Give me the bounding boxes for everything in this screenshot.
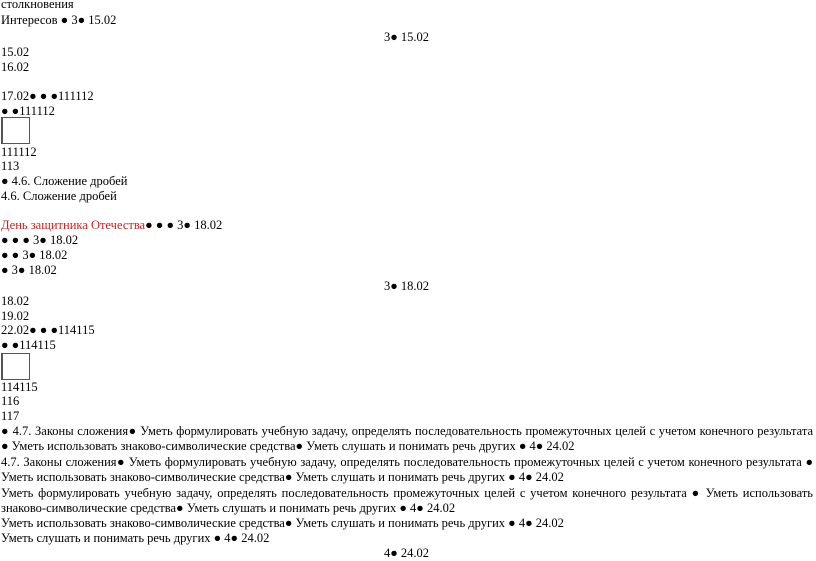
text-line: 22.02● ● ●114115 bbox=[1, 323, 95, 337]
text-line: ● 3● 18.02 bbox=[1, 263, 57, 277]
text-line: 113 bbox=[1, 159, 20, 173]
text-line: 111112 bbox=[1, 145, 37, 159]
text-line: Уметь слушать и понимать речь других ● 4● 24.02 bbox=[1, 531, 270, 545]
text-line: 16.02 bbox=[1, 60, 30, 74]
text-line: 4.6. Сложение дробей bbox=[1, 189, 117, 203]
empty-box bbox=[1, 117, 30, 144]
text-line: Интересов ● 3● 15.02 bbox=[1, 13, 117, 27]
text-line: 17.02● ● ●111112 bbox=[1, 89, 94, 103]
text-line: 114115 bbox=[1, 380, 38, 394]
text-line: ● 4.6. Сложение дробей bbox=[1, 174, 128, 188]
holiday-line-rest: ● ● ● 3● 18.02 bbox=[145, 218, 223, 232]
centered-text-line: 4● 24.02 bbox=[384, 546, 430, 560]
text-line: Уметь использовать знаково-символические средства● Уметь слушать и понимать речь других ● 4● 24.02 bbox=[1, 516, 564, 530]
text-line: ● ●111112 bbox=[1, 104, 55, 118]
text-line: столкновения bbox=[1, 0, 74, 11]
text-line: ● ● ● 3● 18.02 bbox=[1, 233, 79, 247]
text-line: 116 bbox=[1, 394, 20, 408]
text-line: 18.02 bbox=[1, 294, 30, 308]
paragraph: ● 4.7. Законы сложения● Уметь формулировать учебную задачу, определять последовательность промежуточных целей с учетом конечного результата ● Уметь использовать знаково-символические средства● Уметь слушать и понимать речь других ● 4● 24.02 bbox=[1, 424, 813, 454]
text-line: ● ●114115 bbox=[1, 338, 56, 352]
text-line: ● ● 3● 18.02 bbox=[1, 248, 68, 262]
empty-box bbox=[1, 353, 30, 380]
text-line: 117 bbox=[1, 409, 20, 423]
text-line: 19.02 bbox=[1, 309, 30, 323]
centered-text-line: 3● 18.02 bbox=[384, 279, 430, 293]
holiday-title: День защитника Отечества bbox=[1, 218, 146, 232]
text-line: 15.02 bbox=[1, 45, 30, 59]
holiday-line bbox=[1, 218, 222, 233]
paragraph: 4.7. Законы сложения● Уметь формулировать учебную задачу, определять последовательность промежуточных целей с учетом конечного результата ● Уметь использовать знаково-символические средства● Уметь слушать и понимать речь других ● 4● 24.02 bbox=[1, 455, 813, 485]
paragraph: Уметь формулировать учебную задачу, определять последовательность промежуточных целей с учетом конечного результата ● Уметь использовать знаково-символические средства● Уметь слушать и понимать речь других ● 4● 24.02 bbox=[1, 486, 813, 516]
centered-text-line: 3● 15.02 bbox=[384, 30, 430, 44]
